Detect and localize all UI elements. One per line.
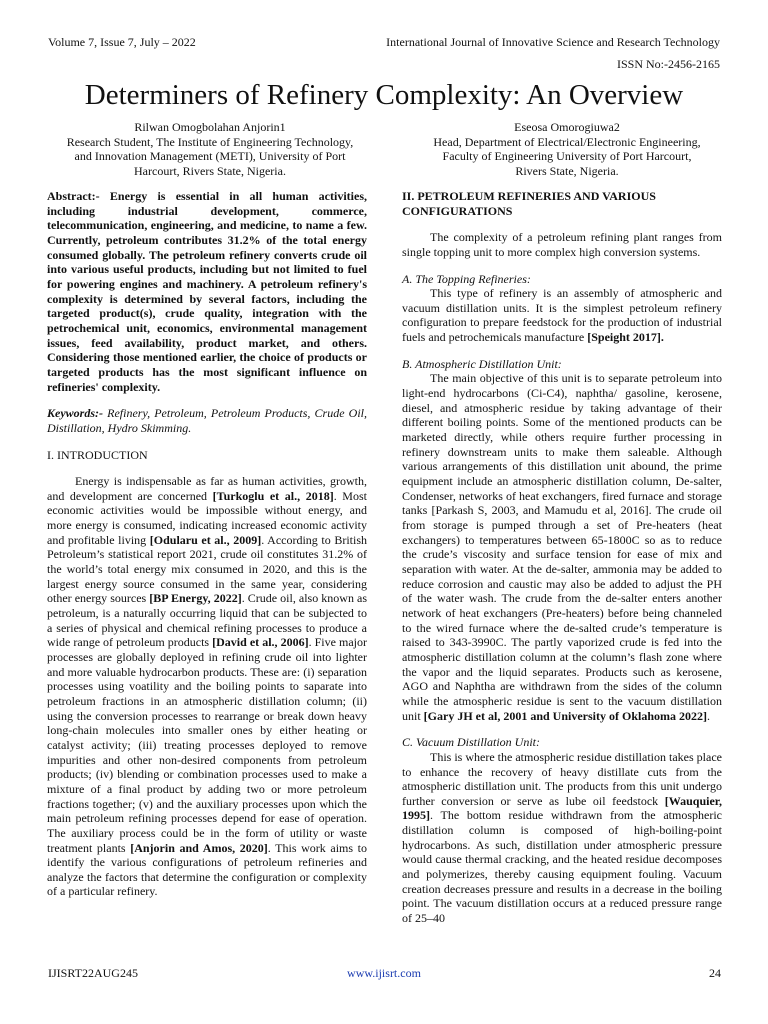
subsection-heading-atmospheric: B. Atmospheric Distillation Unit: (402, 356, 562, 371)
author-affiliation: and Innovation Management (METI), University of Port (74, 149, 346, 164)
subsection-heading-topping: A. The Topping Refineries: (402, 271, 531, 286)
author-name: Rilwan Omogbolahan Anjorin1 (134, 120, 286, 134)
author-affiliation: Head, Department of Electrical/Electronic Engineering, (433, 134, 701, 149)
keywords (47, 406, 367, 435)
citation: [Anjorin and Amos, 2020] (125, 840, 268, 855)
author-affiliation: Harcourt, Rivers State, Nigeria. (134, 163, 286, 178)
author-block-2 (400, 120, 734, 178)
left-column (47, 189, 367, 899)
journal-name: International Journal of Innovative Science and Research Technology (386, 35, 720, 49)
author-affiliation: Rivers State, Nigeria. (515, 163, 619, 178)
author-name: Eseosa Omorogiuwa2 (514, 120, 620, 134)
introduction-paragraph: Energy is indispensable as far as human activities, growth, and development are concerned [Turkoglu et al., 2018]. Most economic activities would be impossible without energy, and more energy is consumed, indicating increased economic activity and profitable living [Odularu et al., 2009]. According to British Petroleum’s statistical report 2021, crude oil constitutes 31.2% of the world’s total energy mix consumed in 2020, and this is the largest energy source consumed in the same year, considering other energy sources [BP Energy, 2022]. Crude oil, also known as petroleum, is a naturally occurring liquid that can be subjected to a series of physical and chemical refining processes to produce a wide range of petroleum products [David et al., 2006]. Five major processes are globally deployed in refining crude oil into lighter and more valuable hydrocarbon products. These are: (i) separation processes using voatility and the boiling points to saparate into petroleum fractions in an atmospheric distillation column; (ii) using the conversion processes to rearrange or break down heavy long-chain molecules into smaller ones by either heating or catalyst activity; (iii) treating processes deployed to remove impurities and other non-desired components from petroleum products; (iv) blending or combination processes used to make a mixture of a final product by adding two or more petroleum fractions together; (v) and the auxiliary processes upon which the main petroleum refining processes depend for ease of operation. The auxiliary process could be in the form of utility or waste treatment plants [Anjorin and Amos, 2020]. This work aims to identify the various configurations of petroleum refineries and analyze the factors that determine the configuration or complexity of a particular refinery. (47, 474, 367, 899)
paper-title: Determiners of Refinery Complexity: An Overview (84, 79, 684, 111)
author-block-1 (40, 120, 380, 178)
section-intro-paragraph: The complexity of a petroleum refining plant ranges from single topping unit to more complex high conversion systems. (402, 230, 722, 259)
author-affiliation: Faculty of Engineering University of Port Harcourt, (442, 149, 692, 164)
page-number: 24 (709, 966, 721, 980)
citation: [Wauquier, 1995] (402, 793, 722, 823)
vacuum-paragraph: This is where the atmospheric residue distillation takes place to enhance the recovery of heavy distillate cuts from the atmospheric distillation unit. The products from this unit undergo further conversion or serve as lube oil feedstock [Wauquier, 1995]. The bottom residue withdrawn from the atmospheric distillation column is composed of high-boiling-point hydrocarbons. As such, distillation under atmospheric pressure would cause thermal cracking, and the heated residue decomposes and polymerizes, thereby causing equipment fouling. Vacuum creation decreases pressure and results in a decrease in the boiling point. The vacuum distillation occurs at a reduced pressure range of 25–40 (402, 749, 722, 926)
citation: [Turkoglu et al., 2018] (207, 488, 334, 503)
abstract: Abstract:- Energy is essential in all human activities, including industrial development, commerce, telecommunication, engineering, and medicine, to name a few. Currently, petroleum contributes 31.2% of the total energy consumed globally. The petroleum refinery converts crude oil into various useful products, including but not limited to fuel for powering engines and machinery. A petroleum refinery's complexity is determined by several factors, including the targeted product(s), crude quality, integration with the petrochemical unit, economics, environmental management issues, feed availability, product market, and others. Considering those mentioned earlier, the choice of products or targeted products has the most significant influence on refineries' complexity. (47, 189, 367, 394)
section-heading-refineries: II. PETROLEUM REFINERIES AND VARIOUS (402, 189, 656, 203)
citation: [BP Energy, 2022] (146, 591, 242, 606)
citation: [Odularu et al., 2009] (146, 532, 262, 547)
section-heading-introduction: I. INTRODUCTION (47, 447, 148, 462)
journal-website-link[interactable]: www.ijisrt.com (347, 966, 421, 980)
journal-volume: Volume 7, Issue 7, July – 2022 (48, 35, 196, 49)
subsection-heading-vacuum: C. Vacuum Distillation Unit: (402, 735, 540, 750)
author-affiliation: Research Student, The Institute of Engineering Technology, (66, 134, 354, 149)
atmospheric-paragraph: The main objective of this unit is to separate petroleum into light-end hydrocarbons (Ci-C4), naphtha/ gasoline, kerosene, diesel, and atmospheric residue by taking advantage of their different boiling points. Some of the mentioned products can be marketed directly, while others require further processing in refinery downstream units to make them saleable. Although various arrangements of this distillation unit abound, the prime equipment include an atmospheric distillation column, De-salter, Condenser, networks of heat exchangers, fired furnace and storage tanks [Parkash S, 2003, and Mamudu et al, 2016]. The crude oil from storage is pumped through a set of Pre-heaters (heat exchangers) to temperatures between 65-1800C so as to reduce the crude’s viscosity and surface tension for ease of mix and separation with water. At the de-salter, ammonia may be added to reduce corrosion and caustic may also be added to adjust the PH of the water wash. The crude from the de-salter enters another network of heat exchangers (Pre-heaters) before being channeled to the wired furnace where the de-salted crude’s temperature is raised to 343-3990C. The partly vaporized crude is fed into the atmospheric distillation column at the column’s flash zone where the vapor and the liquid separates. Products such as kerosene, AGO and Naphtha are withdrawn from the sides of the column while the atmospheric residue is sent to the vacuum distillation unit [Gary JH et al, 2001 and University of Oklahoma 2022]. (402, 371, 722, 723)
citation: [Speight 2017]. (587, 330, 664, 345)
right-column (402, 189, 722, 926)
citation: [Gary JH et al, 2001 and University of Oklahoma 2022] (423, 708, 707, 723)
paper-id: IJISRT22AUG245 (48, 966, 138, 980)
keywords-text: Refinery, Petroleum, Petroleum Products, Crude Oil, Distillation, Hydro Skimming. (47, 406, 367, 435)
keywords-label: Keywords:- (47, 406, 103, 421)
citation: [David et al., 2006] (209, 635, 309, 650)
topping-paragraph: This type of refinery is an assembly of atmospheric and vacuum distillation units. It is the simplest petroleum refinery configuration to prepare feedstock for the production of industrial fuels and petrochemicals manufacture [Speight 2017]. (402, 286, 722, 345)
journal-issn: ISSN No:-2456-2165 (616, 57, 720, 71)
section-heading-refineries-line2: CONFIGURATIONS (402, 203, 513, 218)
